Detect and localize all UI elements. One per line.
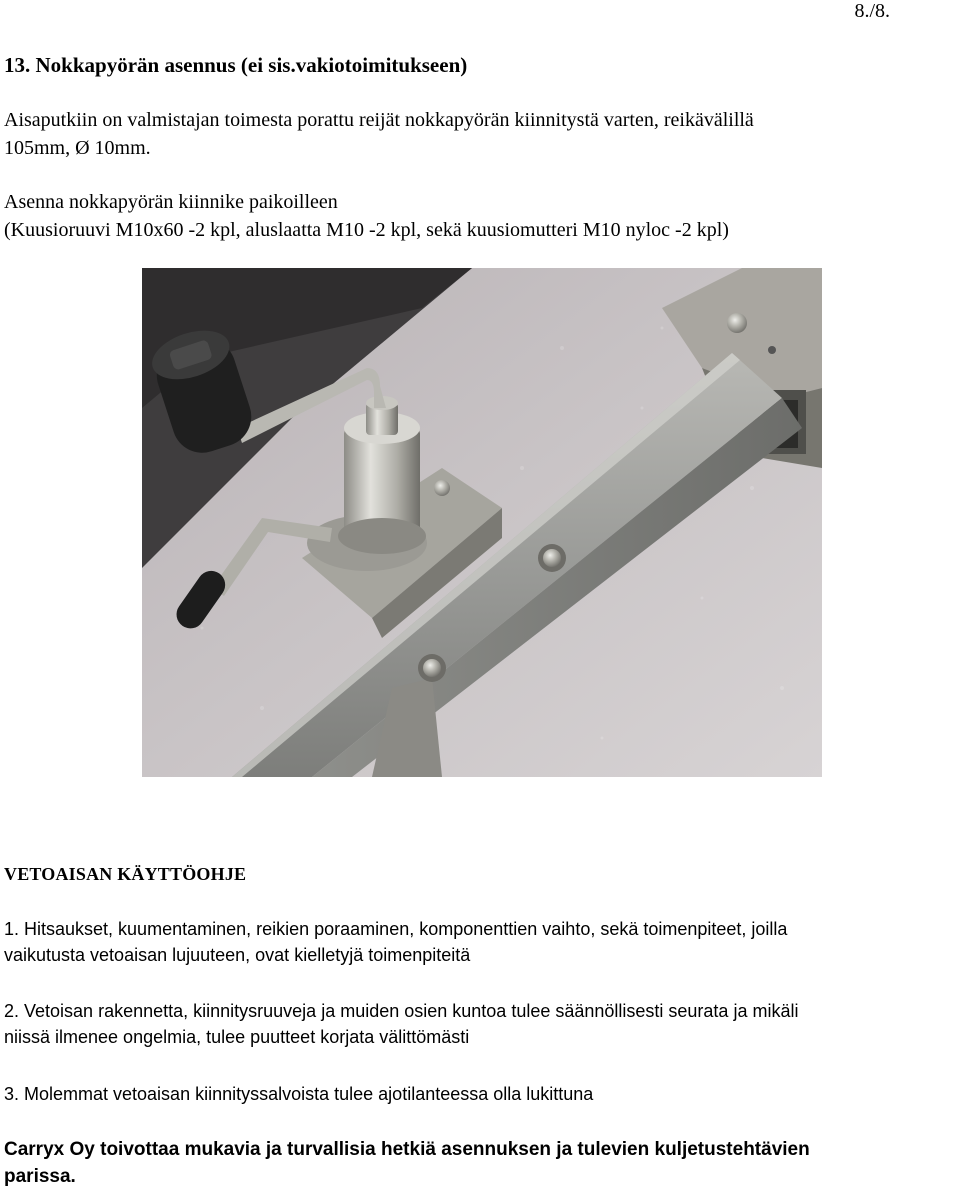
jockey-wheel-photo xyxy=(142,268,822,777)
paragraph-line: 105mm, Ø 10mm. xyxy=(4,137,151,159)
guide-item-line: 1. Hitsaukset, kuumentaminen, reikien poraaminen, komponenttien vaihto, sekä toimenpiteet, joilla xyxy=(4,919,788,939)
closing-line: parissa. xyxy=(4,1166,76,1187)
page-number: 8./8. xyxy=(854,0,890,22)
guide-item-line: 3. Molemmat vetoaisan kiinnityssalvoista tulee ajotilanteessa olla lukittuna xyxy=(4,1084,594,1104)
mounting-holes-paragraph xyxy=(4,106,944,162)
closing-message xyxy=(4,1136,954,1190)
usage-guide-heading: VETOAISAN KÄYTTÖOHJE xyxy=(4,864,247,884)
paragraph-line: Asenna nokkapyörän kiinnike paikoilleen xyxy=(4,191,338,213)
paragraph-line: Aisaputkiin on valmistajan toimesta porattu reijät nokkapyörän kiinnitystä varten, reikävälillä xyxy=(4,109,754,131)
guide-item-line: niissä ilmenee ongelmia, tulee puutteet korjata välittömästi xyxy=(4,1027,470,1047)
guide-item-2 xyxy=(4,998,959,1050)
guide-item-1 xyxy=(4,916,959,968)
guide-item-line: vaikutusta vetoaisan lujuuteen, ovat kielletyjä toimenpiteitä xyxy=(4,945,471,965)
guide-item-3 xyxy=(4,1081,959,1107)
install-instructions-paragraph xyxy=(4,188,944,244)
paragraph-line: (Kuusioruuvi M10x60 -2 kpl, aluslaatta M10 -2 kpl, sekä kuusiomutteri M10 nyloc -2 kpl) xyxy=(4,219,729,241)
closing-line: Carryx Oy toivottaa mukavia ja turvallisia hetkiä asennuksen ja tulevien kuljetustehtävien xyxy=(4,1139,810,1160)
section-heading: 13. Nokkapyörän asennus (ei sis.vakiotoimitukseen) xyxy=(4,53,468,77)
guide-item-line: 2. Vetoisan rakennetta, kiinnitysruuveja ja muiden osien kuntoa tulee säännöllisesti seurata ja mikäli xyxy=(4,1001,799,1021)
